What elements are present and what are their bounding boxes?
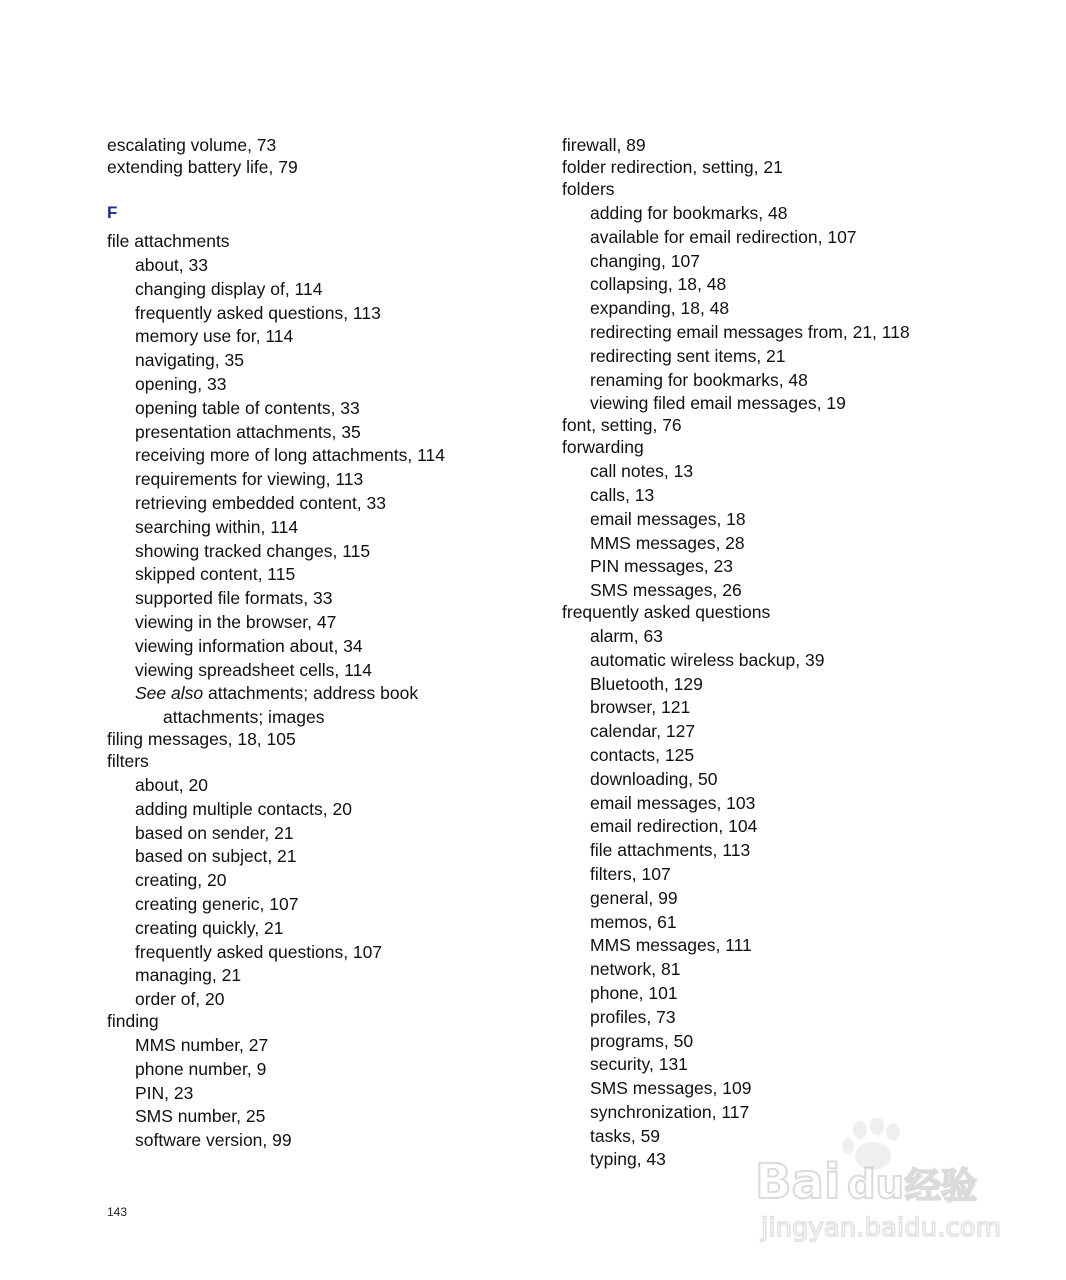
index-subentry-requirements-for-viewing-113: requirements for viewing, 113 bbox=[135, 469, 364, 490]
index-subentry-general-99: general, 99 bbox=[590, 887, 678, 908]
index-subentry-pin-23: PIN, 23 bbox=[135, 1082, 194, 1103]
svg-text:du: du bbox=[847, 1162, 905, 1208]
index-entry-frequently-asked-questions: frequently asked questions bbox=[562, 602, 771, 623]
index-subentry-available-for-email-redirection-107: available for email redirection, 107 bbox=[590, 226, 857, 247]
index-subentry-expanding-18-48: expanding, 18, 48 bbox=[590, 298, 730, 319]
index-subentry-sms-messages-109: SMS messages, 109 bbox=[590, 1078, 752, 1099]
index-entry-finding: finding bbox=[107, 1011, 159, 1032]
index-subentry-changing-display-of-114: changing display of, 114 bbox=[135, 278, 323, 299]
index-subentry-memos-61: memos, 61 bbox=[590, 911, 677, 932]
index-subentry-alarm-63: alarm, 63 bbox=[590, 625, 663, 646]
index-subentry-frequently-asked-questions-113: frequently asked questions, 113 bbox=[135, 302, 381, 323]
index-subentry-viewing-in-the-browser-47: viewing in the browser, 47 bbox=[135, 611, 337, 632]
index-entry-extending-battery-life-79: extending battery life, 79 bbox=[107, 157, 298, 178]
index-subentry-security-131: security, 131 bbox=[590, 1054, 688, 1075]
index-subentry-call-notes-13: call notes, 13 bbox=[590, 461, 694, 482]
index-subentry-bluetooth-129: Bluetooth, 129 bbox=[590, 673, 703, 694]
index-subentry-viewing-spreadsheet-cells-114: viewing spreadsheet cells, 114 bbox=[135, 659, 373, 680]
index-subentry-frequently-asked-questions-107: frequently asked questions, 107 bbox=[135, 941, 383, 962]
index-subentry-calendar-127: calendar, 127 bbox=[590, 721, 696, 742]
index-entry-escalating-volume-73: escalating volume, 73 bbox=[107, 135, 277, 156]
index-subentry-viewing-information-about-34: viewing information about, 34 bbox=[135, 635, 363, 656]
index-column-left bbox=[107, 136, 547, 1153]
see-also-targets: attachments; address book attachments; images bbox=[163, 683, 419, 728]
index-subentry-downloading-50: downloading, 50 bbox=[590, 768, 718, 789]
index-subentry-email-messages-103: email messages, 103 bbox=[590, 792, 756, 813]
index-subentry-about-20: about, 20 bbox=[135, 774, 208, 795]
index-subentry-phone-101: phone, 101 bbox=[590, 982, 678, 1003]
index-subentry-sms-messages-26: SMS messages, 26 bbox=[590, 580, 742, 601]
index-subentry-calls-13: calls, 13 bbox=[590, 484, 655, 505]
index-subentry-creating-20: creating, 20 bbox=[135, 870, 227, 891]
index-see-also bbox=[107, 682, 453, 730]
index-subentry-tasks-59: tasks, 59 bbox=[590, 1125, 661, 1146]
index-subentry-phone-number-9: phone number, 9 bbox=[135, 1058, 267, 1079]
index-subentry-based-on-subject-21: based on subject, 21 bbox=[135, 846, 297, 867]
index-subentry-file-attachments-113: file attachments, 113 bbox=[590, 840, 751, 861]
index-subentry-profiles-73: profiles, 73 bbox=[590, 1006, 676, 1027]
index-entry-folders: folders bbox=[562, 179, 615, 200]
svg-text:Bai: Bai bbox=[755, 1154, 841, 1210]
index-subentry-retrieving-embedded-content-33: retrieving embedded content, 33 bbox=[135, 492, 386, 513]
index-subentry-network-81: network, 81 bbox=[590, 959, 681, 980]
index-entry-firewall-89: firewall, 89 bbox=[562, 135, 646, 156]
index-subentry-redirecting-email-messages-from-21-118: redirecting email messages from, 21, 118 bbox=[590, 321, 910, 342]
index-subentry-viewing-filed-email-messages-19: viewing filed email messages, 19 bbox=[590, 393, 846, 414]
index-subentry-creating-generic-107: creating generic, 107 bbox=[135, 893, 299, 914]
index-subentry-changing-107: changing, 107 bbox=[590, 250, 700, 271]
index-subentry-navigating-35: navigating, 35 bbox=[135, 350, 244, 371]
index-subentry-showing-tracked-changes-115: showing tracked changes, 115 bbox=[135, 540, 371, 561]
index-subentry-redirecting-sent-items-21: redirecting sent items, 21 bbox=[590, 345, 786, 366]
index-entry-file-attachments: file attachments bbox=[107, 231, 230, 252]
index-subentry-collapsing-18-48: collapsing, 18, 48 bbox=[590, 274, 727, 295]
index-entry-filters: filters bbox=[107, 751, 149, 772]
index-subentry-programs-50: programs, 50 bbox=[590, 1030, 694, 1051]
index-subentry-adding-for-bookmarks-48: adding for bookmarks, 48 bbox=[590, 203, 788, 223]
index-entry-font-setting-76: font, setting, 76 bbox=[562, 415, 682, 436]
index-subentry-automatic-wireless-backup-39: automatic wireless backup, 39 bbox=[590, 649, 825, 670]
index-subentry-software-version-99: software version, 99 bbox=[135, 1130, 292, 1151]
index-subentry-skipped-content-115: skipped content, 115 bbox=[135, 564, 296, 585]
index-subentry-searching-within-114: searching within, 114 bbox=[135, 516, 299, 537]
index-subentry-supported-file-formats-33: supported file formats, 33 bbox=[135, 588, 333, 609]
index-subentry-mms-messages-111: MMS messages, 111 bbox=[590, 935, 752, 956]
index-subentry-browser-121: browser, 121 bbox=[590, 697, 691, 718]
index-entry-filing-messages-18-105: filing messages, 18, 105 bbox=[107, 729, 296, 750]
see-also-label: See also bbox=[135, 683, 204, 704]
index-subentry-order-of-20: order of, 20 bbox=[135, 989, 225, 1010]
index-subentry-memory-use-for-114: memory use for, 114 bbox=[135, 326, 294, 347]
index-subentry-adding-multiple-contacts-20: adding multiple contacts, 20 bbox=[135, 798, 352, 819]
index-entry-folder-redirection-setting-21: folder redirection, setting, 21 bbox=[562, 157, 783, 178]
index-subentry-based-on-sender-21: based on sender, 21 bbox=[135, 822, 294, 843]
svg-text:经验: 经验 bbox=[905, 1166, 978, 1207]
index-subentry-synchronization-117: synchronization, 117 bbox=[590, 1101, 750, 1122]
index-column-right bbox=[562, 136, 1032, 1172]
index-subentry-creating-quickly-21: creating quickly, 21 bbox=[135, 917, 284, 938]
section-letter-f: F bbox=[107, 203, 118, 222]
index-subentry-managing-21: managing, 21 bbox=[135, 965, 242, 986]
index-subentry-sms-number-25: SMS number, 25 bbox=[135, 1106, 266, 1127]
index-subentry-email-redirection-104: email redirection, 104 bbox=[590, 816, 758, 837]
index-subentry-mms-number-27: MMS number, 27 bbox=[135, 1034, 269, 1055]
index-subentry-pin-messages-23: PIN messages, 23 bbox=[590, 556, 733, 577]
index-subentry-contacts-125: contacts, 125 bbox=[590, 744, 695, 765]
index-subentry-presentation-attachments-35: presentation attachments, 35 bbox=[135, 421, 361, 442]
index-subentry-opening-33: opening, 33 bbox=[135, 373, 227, 394]
page-number: 143 bbox=[107, 1205, 128, 1219]
index-subentry-email-messages-18: email messages, 18 bbox=[590, 508, 746, 529]
svg-text:jingyan.baidu.com: jingyan.baidu.com bbox=[761, 1213, 1001, 1243]
index-subentry-renaming-for-bookmarks-48: renaming for bookmarks, 48 bbox=[590, 369, 808, 390]
index-subentry-opening-table-of-contents-33: opening table of contents, 33 bbox=[135, 397, 360, 418]
index-subentry-filters-107: filters, 107 bbox=[590, 863, 671, 884]
index-subentry-about-33: about, 33 bbox=[135, 255, 208, 275]
index-subentry-typing-43: typing, 43 bbox=[590, 1149, 666, 1170]
index-entry-forwarding: forwarding bbox=[562, 437, 644, 458]
index-subentry-mms-messages-28: MMS messages, 28 bbox=[590, 532, 745, 553]
index-subentry-receiving-more-of-long-attachments-114: receiving more of long attachments, 114 bbox=[135, 445, 445, 466]
